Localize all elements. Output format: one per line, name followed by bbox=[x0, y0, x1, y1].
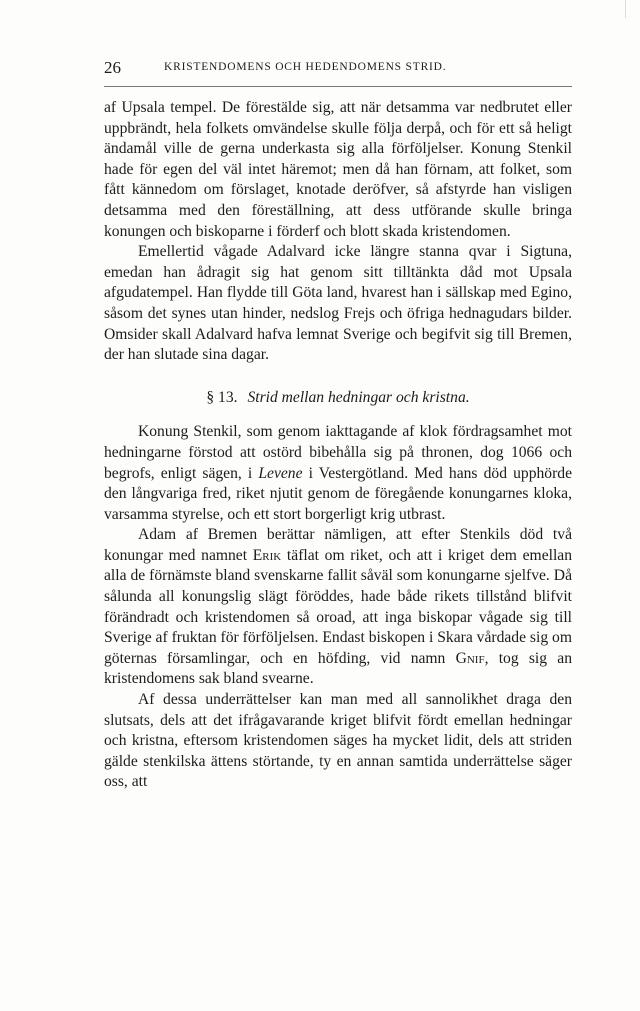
scan-edge-mark bbox=[625, 0, 626, 18]
text-run: täflat om riket, och att i kriget dem emellan alla de förnämste bland svenskarne fallit såväl som konungarne sjelfve. Då sålunda all konungslig slägt föröddes, hade både rikets tillstånd blifvit förändradt och kristendomen så oroad, att inga biskopar vågade sig till Sverige af fruktan för förföljelsen. Endast biskopen i Skara vårdade sig om göternas församlingar, och en höfding, vid namn bbox=[104, 546, 572, 667]
section-number: § 13. bbox=[206, 388, 238, 406]
page-body bbox=[104, 98, 572, 793]
paragraph-continued: af Upsala tempel. De förestälde sig, att när detsamma var nedbrutet eller uppbrändt, hela folkets omvändelse skulle följa derpå, och för ett så heligt ändamål ville de gerna underkasta sig alla förföljelser. Konung Stenkil hade för egen del väl intet häremot; men då han förnam, att folket, som fått kännedom om förslaget, knotade deröfver, så afstyrde han visligen detsamma med den föreställning, att dess utförande skulle bringa konungen och biskoparne i förderf och blott skada kristendomen. bbox=[104, 99, 572, 240]
text-run: , tog sig an kristendomens sak bland svearne. bbox=[104, 649, 572, 688]
page-number: 26 bbox=[104, 58, 121, 77]
paragraph-adam-of-bremen bbox=[104, 525, 572, 690]
page-header bbox=[104, 58, 572, 84]
text-run: Adam af Bremen berättar nämligen, att efter Stenkils död två konungar med namnet bbox=[104, 526, 572, 564]
place-name: Levene bbox=[258, 464, 303, 482]
header-rule bbox=[104, 86, 572, 87]
section-heading bbox=[104, 388, 572, 409]
text-run: i Vestergötland. Med hans död upphörde den långvariga fred, riket njutit genom de föregående konungarnes kloka, varsamma styrelse, och ett stort borgerligt krig utbrast. bbox=[104, 464, 572, 523]
person-name: Erik bbox=[252, 546, 282, 564]
text-run: Konung Stenkil, som genom iakttagande af klok fördragsamhet mot hedningarne förstod att ostörd bibehålla sig på thronen, dog bbox=[104, 423, 572, 461]
running-title: KRISTENDOMENS OCH HEDENDOMENS STRID. bbox=[164, 61, 447, 73]
paragraph-adalvard: Emellertid vågade Adalvard icke längre stanna qvar i Sigtuna, emedan han ådragit sig hat genom sitt tilltänkta dåd mot Upsala afgudatempel. Han flydde till Göta land, hvarest han i sällskap med Egino, såsom det synes utan hinder, nedslog Frejs och öfriga hednagudars bilder. Omsider skall Adalvard hafva lemnat Sverige och begifvit sig till Bremen, der han slutade sina dagar. bbox=[104, 243, 572, 364]
section-title: Strid mellan hedningar och kristna. bbox=[247, 388, 470, 406]
year: 1066 bbox=[510, 443, 543, 461]
text-run: och begrofs, enligt sägen, i bbox=[104, 443, 572, 482]
paragraph-stenkil bbox=[104, 422, 572, 525]
person-name: Gnif bbox=[455, 649, 485, 667]
paragraph-conclusion: Af dessa underrättelser kan man med all sannolikhet draga den slutsats, dels att det ifrågavarande kriget blifvit fördt emellan hedningar och kristna, eftersom kristendomen säges ha mycket lidit, dels att striden gälde stenkilska ättens störtande, ty en annan samtida underrättelse säger oss, att bbox=[104, 691, 572, 791]
